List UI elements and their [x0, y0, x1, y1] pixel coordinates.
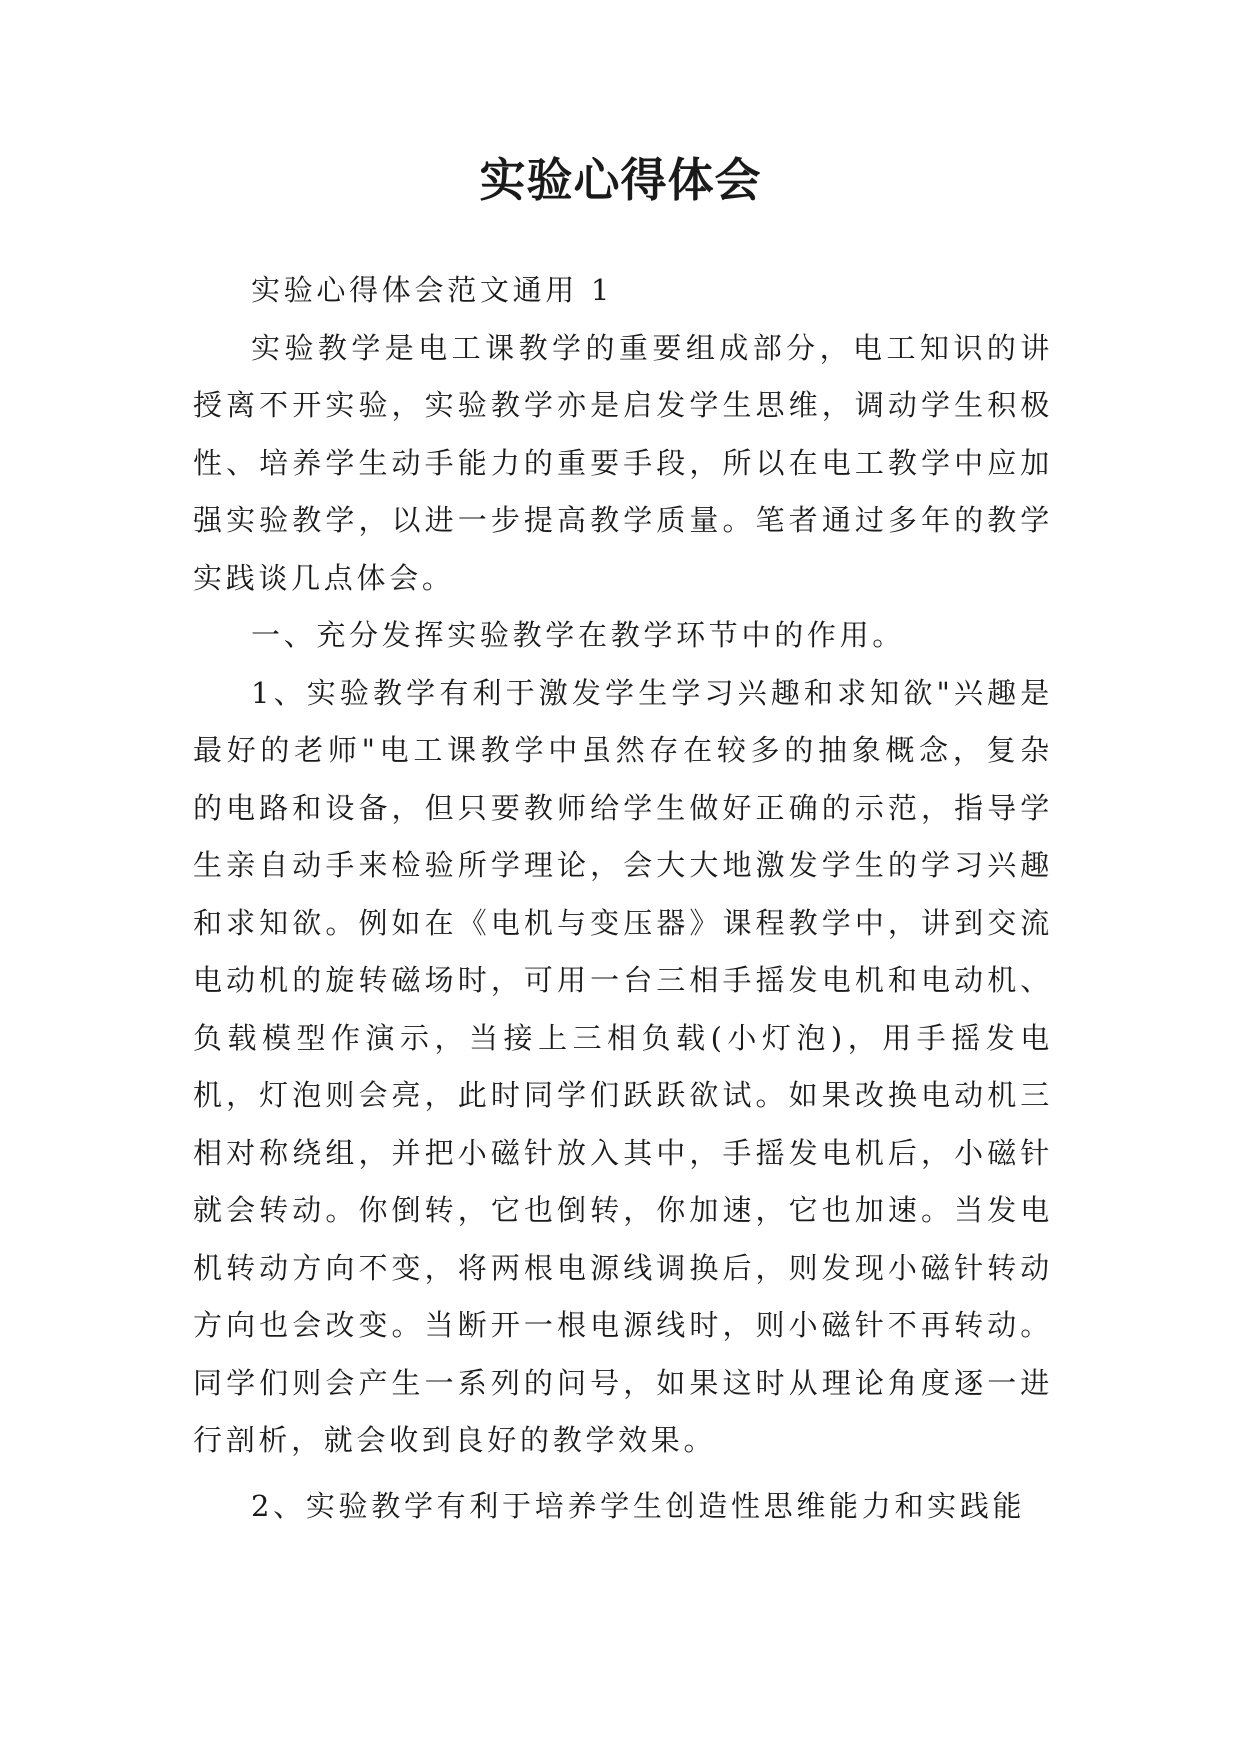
document-title: 实验心得体会 — [479, 153, 762, 207]
paragraph-intro: 实验教学是电工课教学的重要组成部分，电工知识的讲授离不开实验，实验教学亦是启发学生思维，调动学生积极性、培养学生动手能力的重要手段，所以在电工教学中应加强实验教学，以进一步提高教学质量。笔者通过多年的教学实践谈几点体会。 — [193, 330, 1053, 595]
paragraph-point-one-item-1: 1、实验教学有利于激发学生学习兴趣和求知欲"兴趣是最好的老师"电工课教学中虽然存在较多的抽象概念，复杂的电路和设备，但只要教师给学生做好正确的示范，指导学生亲自动手来检验所学理论，会大大地激发学生的学习兴趣和求知欲。例如在《电机与变压器》课程教学中，讲到交流电动机的旋转磁场时，可用一台三相手摇发电机和电动机、负载模型作演示，当接上三相负载(小灯泡)，用手摇发电机，灯泡则会亮，此时同学们跃跃欲试。如果改换电动机三相对称绕组，并把小磁针放入其中，手摇发电机后，小磁针就会转动。你倒转，它也倒转，你加速，它也加速。当发电机转动方向不变，将两根电源线调换后，则发现小磁针转动方向也会改变。当断开一根电源线时，则小磁针不再转动。同学们则会产生一系列的问号，如果这时从理论角度逐一进行剖析，就会收到良好的教学效果。 — [193, 675, 1053, 1457]
paragraph-point-one-item-2: 2、实验教学有利于培养学生创造性思维能力和实践能 — [251, 1488, 1026, 1523]
document-body — [193, 262, 1053, 1535]
paragraph-point-one-heading: 一、充分发挥实验教学在教学环节中的作用。 — [251, 618, 906, 652]
paragraph-section-heading: 实验心得体会范文通用 1 — [251, 273, 614, 307]
